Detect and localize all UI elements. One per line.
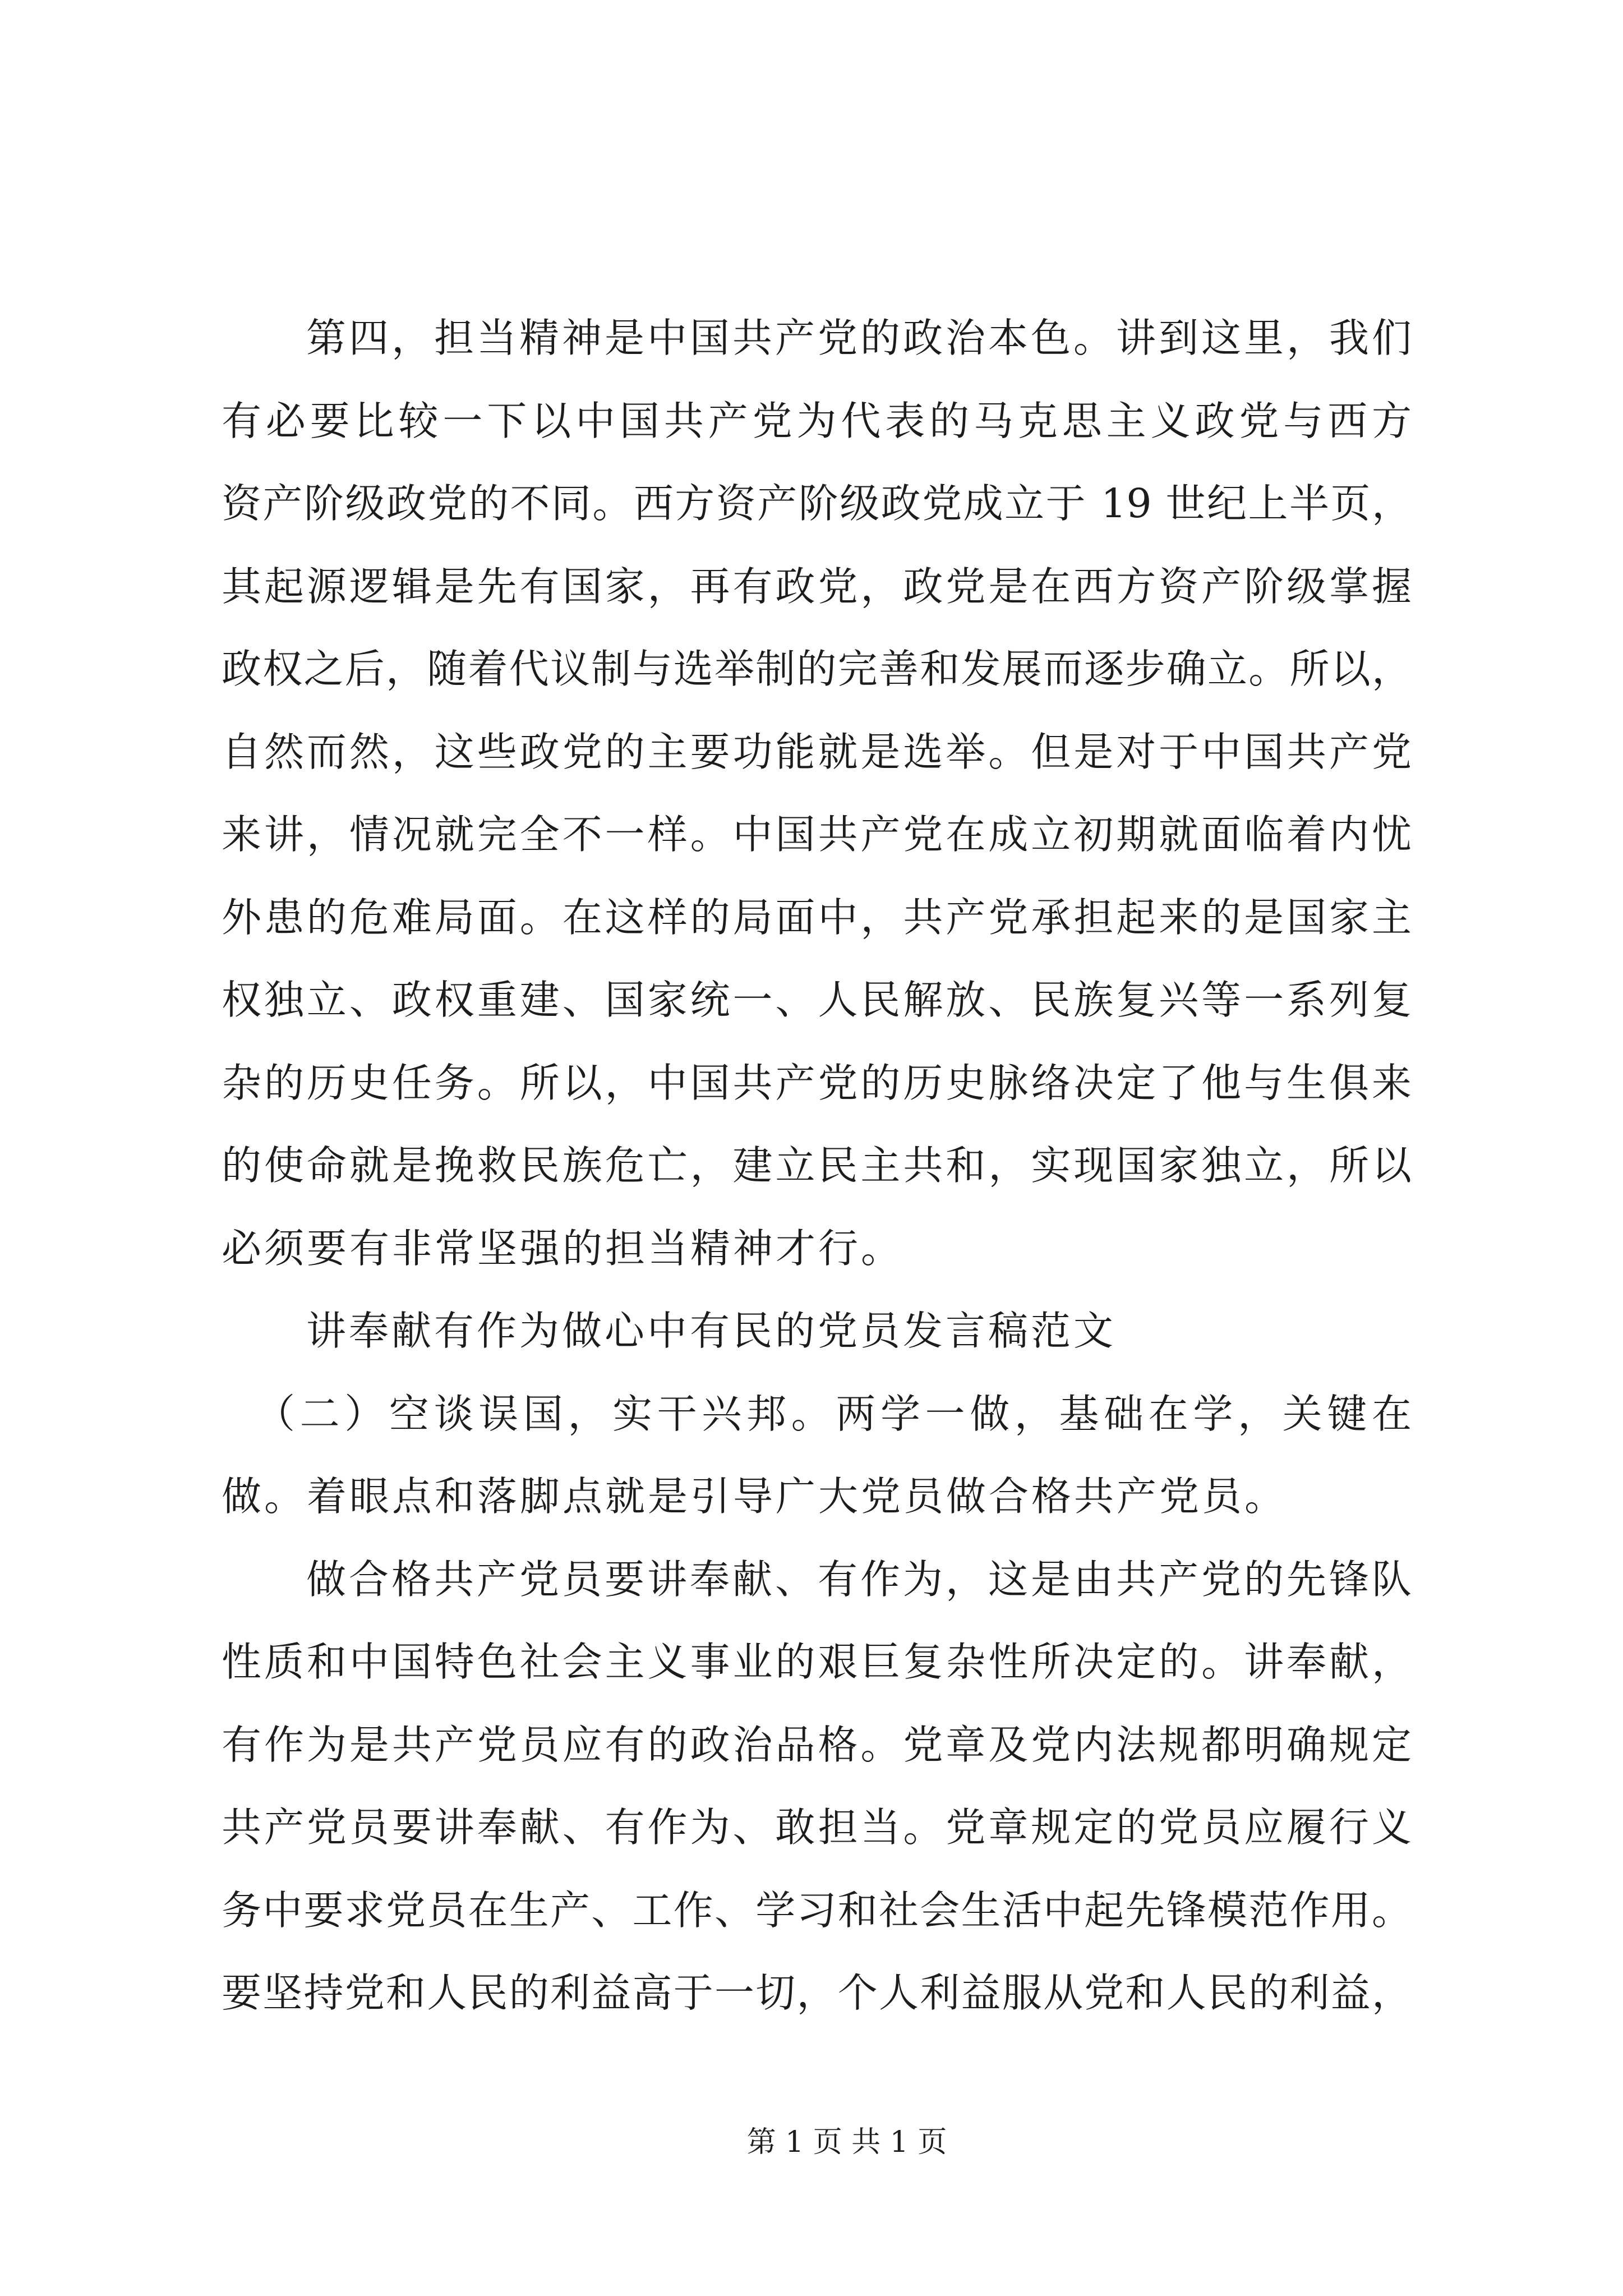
text-line: 做合格共产党员要讲奉献、有作为，这是由共产党的先锋队 [306, 1556, 1412, 1603]
text-line: 外患的危难局面。在这样的局面中，共产党承担起来的是国家主 [222, 894, 1412, 941]
paragraph [222, 1373, 1412, 1538]
text-line: 政权之后，随着代议制与选举制的完善和发展而逐步确立。所以， [222, 646, 1412, 692]
text-line: 必须要有非常坚强的担当精神才行。 [222, 1225, 904, 1272]
text-line: 其起源逻辑是先有国家，再有政党，政党是在西方资产阶级掌握 [222, 563, 1412, 610]
paragraph [222, 297, 1412, 1290]
text-line: 做。着眼点和落脚点就是引导广大党员做合格共产党员。 [222, 1473, 1288, 1520]
document-title: 讲奉献有作为做心中有民的党员发言稿范文 [306, 1308, 1117, 1354]
page-footer: 第 1 页 共 1 页 [746, 2125, 947, 2159]
text-line: 权独立、政权重建、国家统一、人民解放、民族复兴等一系列复 [222, 977, 1412, 1023]
text-line: （二）空谈误国，实干兴邦。两学一做，基础在学，关键在 [255, 1390, 1412, 1437]
text-line: 有作为是共产党员应有的政治品格。党章及党内法规都明确规定 [222, 1721, 1412, 1768]
text-line: 性质和中国特色社会主义事业的艰巨复杂性所决定的。讲奉献， [222, 1639, 1412, 1685]
text-line: 务中要求党员在生产、工作、学习和社会生活中起先锋模范作用。 [222, 1887, 1412, 1934]
document-body [222, 297, 1412, 2035]
text-line: 的使命就是挽救民族危亡，建立民主共和，实现国家独立，所以 [222, 1142, 1412, 1189]
text-line: 第四，担当精神是中国共产党的政治本色。讲到这里，我们 [306, 315, 1412, 361]
text-line: 来讲，情况就完全不一样。中国共产党在成立初期就面临着内忧 [222, 811, 1412, 858]
text-line: 有必要比较一下以中国共产党为代表的马克思主义政党与西方 [222, 397, 1412, 444]
text-line: 资产阶级政党的不同。西方资产阶级政党成立于 19 世纪上半页， [222, 480, 1412, 527]
text-line: 要坚持党和人民的利益高于一切，个人利益服从党和人民的利益， [222, 1970, 1412, 2016]
text-line: 共产党员要讲奉献、有作为、敢担当。党章规定的党员应履行义 [222, 1804, 1412, 1851]
paragraph [222, 1290, 1412, 1373]
text-line: 杂的历史任务。所以，中国共产党的历史脉络决定了他与生俱来 [222, 1059, 1412, 1106]
paragraph [222, 1538, 1412, 2035]
text-line: 自然而然，这些政党的主要功能就是选举。但是对于中国共产党 [222, 728, 1412, 775]
